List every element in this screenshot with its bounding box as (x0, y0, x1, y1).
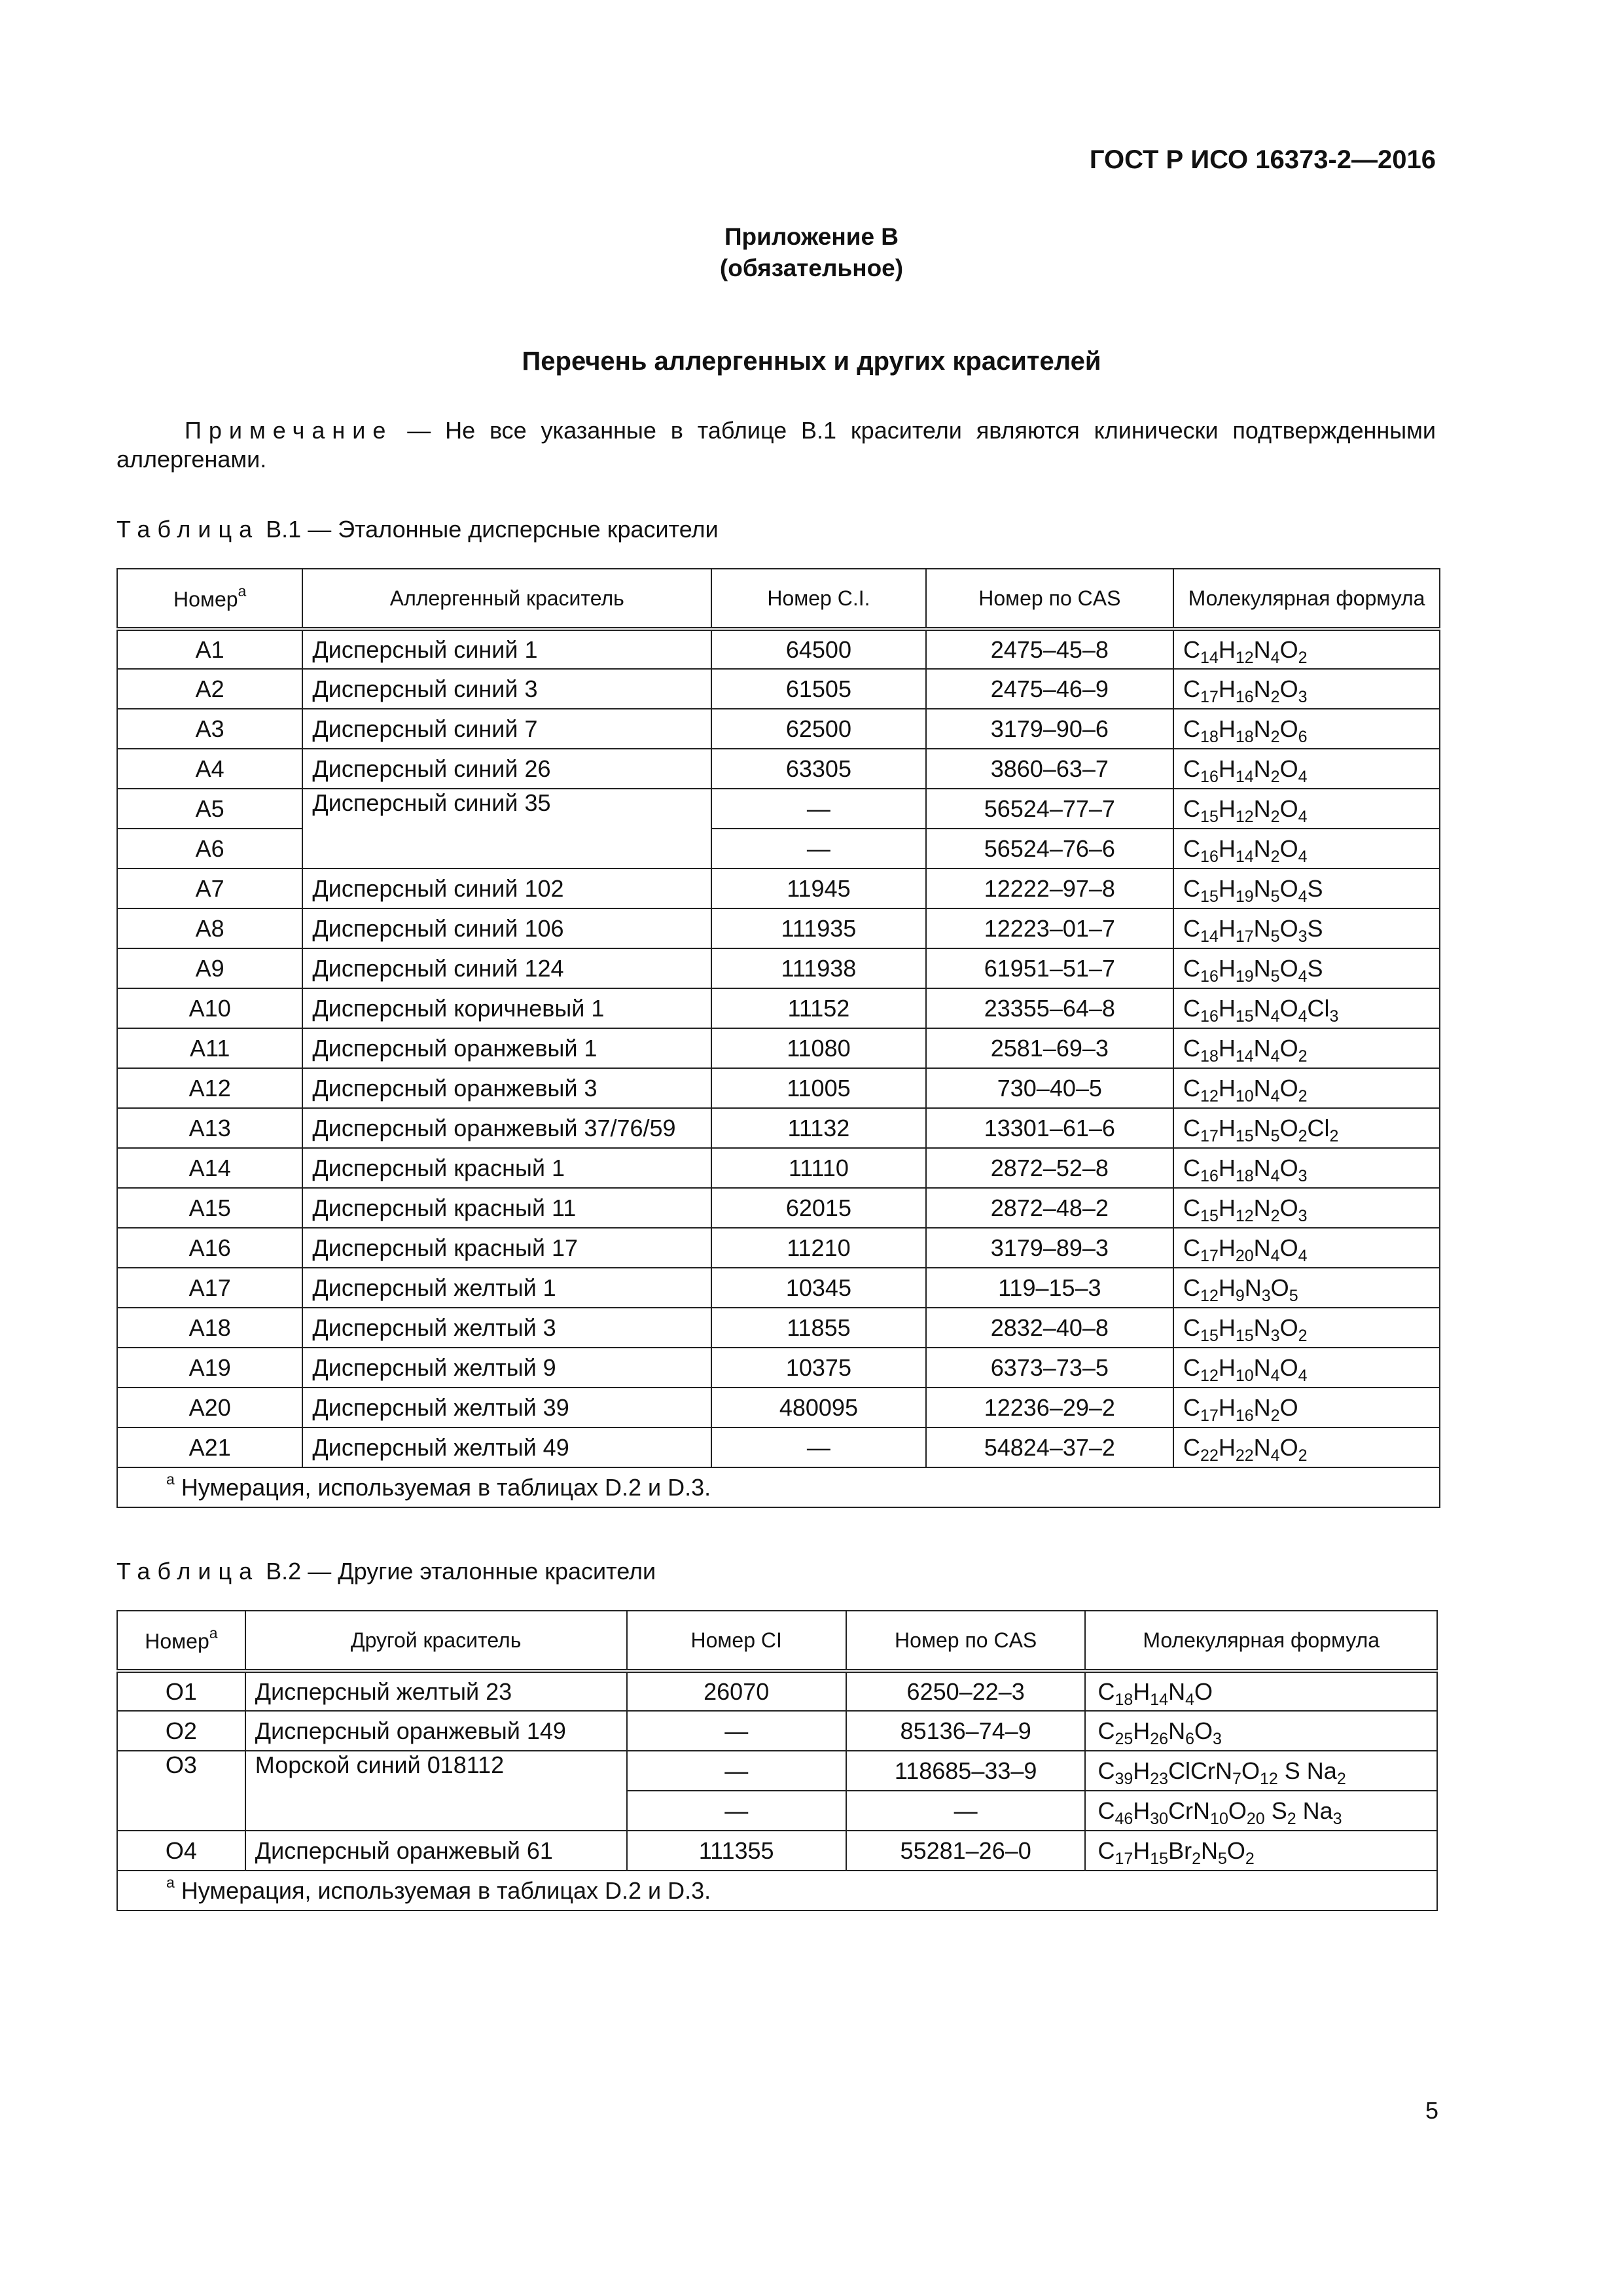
ci-number-cell: 11132 (711, 1108, 925, 1148)
footnote-text: Нумерация, используемая в таблицах D.2 и D.3. (181, 1474, 711, 1501)
cas-number-cell: 54824–37–2 (926, 1427, 1173, 1467)
cas-number-cell: 3179–89–3 (926, 1228, 1173, 1268)
table-row (117, 1671, 1437, 1711)
number-cell: A20 (117, 1388, 302, 1427)
dye-name-cell: Морской синий 018112 (245, 1751, 627, 1831)
table-row (117, 1148, 1440, 1188)
formula-cell: $C_{25}H_{26}N_6O_3$ (1085, 1711, 1437, 1751)
dye-name-cell: Дисперсный желтый 39 (302, 1388, 711, 1427)
number-cell: A10 (117, 988, 302, 1028)
table-row (117, 709, 1440, 749)
header-ci-number: Номер CI (627, 1611, 846, 1671)
formula-cell: $C_{22}H_{22}N_4O_2$ (1173, 1427, 1440, 1467)
table-row (117, 1108, 1440, 1148)
cas-number-cell: 730–40–5 (926, 1068, 1173, 1108)
cas-number-cell: 2872–52–8 (926, 1148, 1173, 1188)
table1-caption-text: В.1 — Эталонные дисперсные красители (259, 516, 719, 543)
table-row (117, 1348, 1440, 1388)
table2-caption-label: Таблица (116, 1558, 260, 1585)
ci-number-cell: 11210 (711, 1228, 925, 1268)
dye-name-cell: Дисперсный оранжевый 3 (302, 1068, 711, 1108)
number-cell: A1 (117, 629, 302, 669)
table1-caption (116, 516, 719, 543)
ci-number-cell: 11945 (711, 869, 925, 908)
formula-cell: $C_{14}H_{12}N_4O_2$ (1173, 629, 1440, 669)
formula-cell: $C_{39}H_{23}ClCrN_7O_{12}$ S $Na_2$ (1085, 1751, 1437, 1791)
dye-name-cell: Дисперсный красный 1 (302, 1148, 711, 1188)
dye-name-cell: Дисперсный желтый 1 (302, 1268, 711, 1308)
number-cell: A18 (117, 1308, 302, 1348)
number-cell: A16 (117, 1228, 302, 1268)
table1-caption-label: Таблица (116, 516, 260, 543)
cas-number-cell: 3860–63–7 (926, 749, 1173, 789)
ci-number-cell: 480095 (711, 1388, 925, 1427)
header-formula: Молекулярная формула (1173, 569, 1440, 629)
table-reference-disperse-dyes (116, 568, 1440, 1508)
table-row (117, 1068, 1440, 1108)
ci-number-cell: 11152 (711, 988, 925, 1028)
formula-cell: $C_{17}H_{20}N_4O_4$ (1173, 1228, 1440, 1268)
document-code: ГОСТ Р ИСО 16373-2—2016 (1089, 145, 1436, 174)
formula-cell: $C_{15}H_{12}N_2O_4$ (1173, 789, 1440, 829)
formula-cell: $C_{15}H_{19}N_5O_4S$ (1173, 869, 1440, 908)
ci-number-cell: — (711, 829, 925, 869)
table-footnote (117, 1467, 1440, 1507)
number-cell: A21 (117, 1427, 302, 1467)
formula-cell: $C_{12}H_{10}N_4O_2$ (1173, 1068, 1440, 1108)
header-dye: Другой краситель (245, 1611, 627, 1671)
formula-cell: $C_{46}H_{30}CrN_{10}O_{20}$ $S_2$ $Na_3$ (1085, 1791, 1437, 1831)
number-cell: A17 (117, 1268, 302, 1308)
page-number: 5 (1425, 2097, 1438, 2124)
table-row (117, 1268, 1440, 1308)
header-ci-number: Номер C.I. (711, 569, 925, 629)
number-cell: A13 (117, 1108, 302, 1148)
cas-number-cell: — (846, 1791, 1086, 1831)
ci-number-cell: 11080 (711, 1028, 925, 1068)
table-header-row (117, 1611, 1437, 1671)
cas-number-cell: 2581–69–3 (926, 1028, 1173, 1068)
ci-number-cell: 62015 (711, 1188, 925, 1228)
formula-cell: $C_{15}H_{12}N_2O_3$ (1173, 1188, 1440, 1228)
dye-name-cell: Дисперсный оранжевый 61 (245, 1831, 627, 1871)
ci-number-cell: 63305 (711, 749, 925, 789)
formula-cell: $C_{17}H_{16}N_2O_3$ (1173, 669, 1440, 709)
dye-name-cell: Дисперсный синий 1 (302, 629, 711, 669)
ci-number-cell: — (627, 1711, 846, 1751)
table-footnote-row (117, 1467, 1440, 1507)
formula-cell: $C_{18}H_{14}N_4O_2$ (1173, 1028, 1440, 1068)
table-row (117, 669, 1440, 709)
formula-cell: $C_{17}H_{16}N_2O$ (1173, 1388, 1440, 1427)
table-row (117, 948, 1440, 988)
header-number: Номер$^a$ (117, 1611, 245, 1671)
table-header-row (117, 569, 1440, 629)
table-row (117, 1388, 1440, 1427)
cas-number-cell: 12236–29–2 (926, 1388, 1173, 1427)
appendix-status: (обязательное) (719, 255, 904, 281)
dye-name-cell: Дисперсный оранжевый 1 (302, 1028, 711, 1068)
header-dye: Аллергенный краситель (302, 569, 711, 629)
ci-number-cell: 62500 (711, 709, 925, 749)
table-row (117, 749, 1440, 789)
table-row (117, 1831, 1437, 1871)
ci-number-cell: 10345 (711, 1268, 925, 1308)
table-row (117, 988, 1440, 1028)
note-label: Примечание (185, 417, 393, 444)
cas-number-cell: 6250–22–3 (846, 1671, 1086, 1711)
formula-cell: $C_{16}H_{19}N_5O_4S$ (1173, 948, 1440, 988)
cas-number-cell: 6373–73–5 (926, 1348, 1173, 1388)
number-cell: A2 (117, 669, 302, 709)
ci-number-cell: 111935 (711, 908, 925, 948)
formula-cell: $C_{15}H_{15}N_3O_2$ (1173, 1308, 1440, 1348)
footnote-marker: a (166, 1471, 175, 1488)
cas-number-cell: 119–15–3 (926, 1268, 1173, 1308)
dye-name-cell: Дисперсный синий 35 (302, 789, 711, 869)
dye-name-cell: Дисперсный синий 26 (302, 749, 711, 789)
formula-cell: $C_{14}H_{17}N_5O_3S$ (1173, 908, 1440, 948)
cas-number-cell: 3179–90–6 (926, 709, 1173, 749)
cas-number-cell: 56524–76–6 (926, 829, 1173, 869)
table-row (117, 789, 1440, 829)
formula-cell: $C_{18}H_{18}N_2O_6$ (1173, 709, 1440, 749)
cas-number-cell: 23355–64–8 (926, 988, 1173, 1028)
header-formula: Молекулярная формула (1085, 1611, 1437, 1671)
number-cell: A4 (117, 749, 302, 789)
dye-name-cell: Дисперсный желтый 49 (302, 1427, 711, 1467)
formula-cell: $C_{12}H_9N_3O_5$ (1173, 1268, 1440, 1308)
number-cell: O2 (117, 1711, 245, 1751)
dye-name-cell: Дисперсный синий 102 (302, 869, 711, 908)
cas-number-cell: 118685–33–9 (846, 1751, 1086, 1791)
section-title: Перечень аллергенных и других красителей (522, 347, 1101, 376)
ci-number-cell: 26070 (627, 1671, 846, 1711)
header-cas-number: Номер по CAS (846, 1611, 1086, 1671)
ci-number-cell: 61505 (711, 669, 925, 709)
formula-cell: $C_{18}H_{14}N_4O$ (1085, 1671, 1437, 1711)
footnote-marker: a (238, 582, 247, 600)
table-row (117, 908, 1440, 948)
cas-number-cell: 61951–51–7 (926, 948, 1173, 988)
footnote-marker: a (166, 1874, 175, 1891)
dye-name-cell: Дисперсный желтый 23 (245, 1671, 627, 1711)
cas-number-cell: 85136–74–9 (846, 1711, 1086, 1751)
ci-number-cell: — (627, 1791, 846, 1831)
ci-number-cell: — (711, 1427, 925, 1467)
number-cell: A5 (117, 789, 302, 829)
cas-number-cell: 12223–01–7 (926, 908, 1173, 948)
number-cell: O4 (117, 1831, 245, 1871)
number-cell: A8 (117, 908, 302, 948)
number-cell: O3 (117, 1751, 245, 1831)
table-row (117, 1028, 1440, 1068)
dye-name-cell: Дисперсный желтый 9 (302, 1348, 711, 1388)
number-cell: A3 (117, 709, 302, 749)
cas-number-cell: 55281–26–0 (846, 1831, 1086, 1871)
table-row (117, 1427, 1440, 1467)
dye-name-cell: Дисперсный оранжевый 149 (245, 1711, 627, 1751)
table-footnote-row (117, 1871, 1437, 1910)
dye-name-cell: Дисперсный красный 17 (302, 1228, 711, 1268)
formula-cell: $C_{16}H_{14}N_2O_4$ (1173, 829, 1440, 869)
dye-name-cell: Дисперсный красный 11 (302, 1188, 711, 1228)
ci-number-cell: — (627, 1751, 846, 1791)
table2-caption-text: В.2 — Другие эталонные красители (259, 1558, 656, 1585)
ci-number-cell: 11110 (711, 1148, 925, 1188)
number-cell: A19 (117, 1348, 302, 1388)
dye-name-cell: Дисперсный синий 7 (302, 709, 711, 749)
formula-cell: $C_{16}H_{14}N_2O_4$ (1173, 749, 1440, 789)
formula-cell: $C_{16}H_{18}N_4O_3$ (1173, 1148, 1440, 1188)
table-row (117, 1711, 1437, 1751)
dye-name-cell: Дисперсный синий 124 (302, 948, 711, 988)
cas-number-cell: 2832–40–8 (926, 1308, 1173, 1348)
table-row (117, 1308, 1440, 1348)
ci-number-cell: 111355 (627, 1831, 846, 1871)
number-cell: A9 (117, 948, 302, 988)
note-text: — Не все указанные в таблице В.1 красители являются клинически подтвержденными аллергенами. (116, 417, 1436, 473)
dye-name-cell: Дисперсный коричневый 1 (302, 988, 711, 1028)
footnote-text: Нумерация, используемая в таблицах D.2 и D.3. (181, 1877, 711, 1904)
number-cell: A12 (117, 1068, 302, 1108)
dye-name-cell: Дисперсный желтый 3 (302, 1308, 711, 1348)
header-number: Номер$^a$ (117, 569, 302, 629)
cas-number-cell: 12222–97–8 (926, 869, 1173, 908)
formula-cell: $C_{16}H_{15}N_4O_4Cl_3$ (1173, 988, 1440, 1028)
formula-cell: $C_{17}H_{15}Br_2N_5O_2$ (1085, 1831, 1437, 1871)
dye-name-cell: Дисперсный оранжевый 37/76/59 (302, 1108, 711, 1148)
number-cell: A15 (117, 1188, 302, 1228)
table-footnote (117, 1871, 1437, 1910)
ci-number-cell: 111938 (711, 948, 925, 988)
cas-number-cell: 13301–61–6 (926, 1108, 1173, 1148)
number-cell: A6 (117, 829, 302, 869)
number-cell: O1 (117, 1671, 245, 1711)
cas-number-cell: 56524–77–7 (926, 789, 1173, 829)
appendix-title: Приложение В (724, 223, 899, 250)
cas-number-cell: 2872–48–2 (926, 1188, 1173, 1228)
ci-number-cell: 11855 (711, 1308, 925, 1348)
table-row (117, 1188, 1440, 1228)
appendix-heading (0, 221, 1623, 284)
number-cell: A7 (117, 869, 302, 908)
table2-caption (116, 1558, 656, 1585)
table-other-reference-dyes (116, 1610, 1438, 1911)
note-paragraph (116, 416, 1436, 474)
dye-name-cell: Дисперсный синий 3 (302, 669, 711, 709)
cas-number-cell: 2475–45–8 (926, 629, 1173, 669)
table-row (117, 1751, 1437, 1791)
dye-name-cell: Дисперсный синий 106 (302, 908, 711, 948)
ci-number-cell: 11005 (711, 1068, 925, 1108)
number-cell: A14 (117, 1148, 302, 1188)
cas-number-cell: 2475–46–9 (926, 669, 1173, 709)
ci-number-cell: 64500 (711, 629, 925, 669)
table-row (117, 1228, 1440, 1268)
number-cell: A11 (117, 1028, 302, 1068)
table-row (117, 629, 1440, 669)
ci-number-cell: 10375 (711, 1348, 925, 1388)
ci-number-cell: — (711, 789, 925, 829)
header-cas-number: Номер по CAS (926, 569, 1173, 629)
formula-cell: $C_{12}H_{10}N_4O_4$ (1173, 1348, 1440, 1388)
table-row (117, 869, 1440, 908)
footnote-marker: a (209, 1624, 218, 1641)
formula-cell: $C_{17}H_{15}N_5O_2Cl_2$ (1173, 1108, 1440, 1148)
